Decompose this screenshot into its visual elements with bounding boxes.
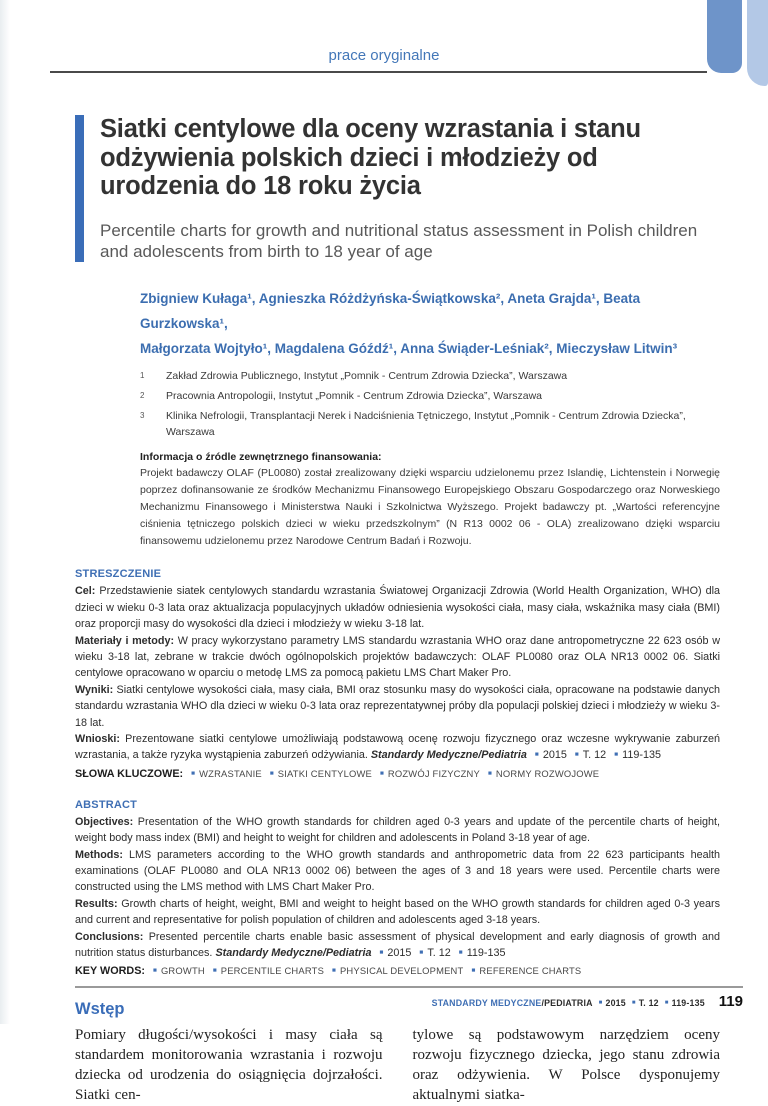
funding-heading: Informacja o źródle zewnętrznego finansowania: [140,451,382,464]
section-abstract [75,799,720,978]
bullet-square-icon: ■ [191,769,196,777]
citation-items [371,947,505,959]
bullet-square-icon: ■ [379,949,384,957]
title-text [100,115,720,262]
page-content [75,72,720,1106]
list-item: 2015 [387,947,412,960]
paragraph-label: Results: [75,897,118,910]
keywords-label: SŁOWA KLUCZOWE: [75,767,184,780]
authors-line-1: Zbigniew Kułaga¹, Agnieszka Różdżyńska-Świątkowska², Aneta Grajda¹, Beata Gurzkowska¹, [140,291,641,332]
paragraph-cel [75,583,720,632]
paragraph-text: W pracy wykorzystano parametry LMS standardu wzrastania WHO oraz dane antropometryczne 22 623 osób w wieku 3-18 lat, zebrane w trakcie dwóch ogólnopolskich projektów badawczych: OLAF PL0080 oraz OLA NR13 0002 06. Siatki centylowe opracowano w oparciu o metodę LMS za pomocą pakietu LMS Chart Maker Pro. [75,634,720,680]
funding-text: Projekt badawczy OLAF (PL0080) został zrealizowany dzięki wsparciu udzielonemu przez Islandię, Lichtenstein i Norwegię poprzez dofinansowanie ze środków Mechanizmu Finansowego Europejskiego Obszaru Gospodarczego oraz Norweskiego Mechanizmu Finansowego i Ministerstwa Nauki i Szkolnictwa Wyższego. Projekt badawczy pt. „Wartości referencyjne ciśnienia tętniczego polskich dzieci w wieku przedszkolnym” (N R13 0002 06 - OLA) zrealizowano dzięki wsparciu finansowemu udzielonemu przez Narodowe Centrum Badań i Rozwoju. [140,467,720,547]
affiliation-text: Pracownia Antropologii, Instytut „Pomnik - Centrum Zdrowia Dziecka”, Warszawa [166,390,542,403]
citation-journal: Standardy Medyczne/Pediatria [215,947,372,960]
keywords-label: KEY WORDS: [75,965,145,978]
list-item: SIATKI CENTYLOWE [277,767,372,779]
list-item: T. 12 [638,998,659,1008]
paragraph-methods [75,847,720,896]
citation-journal: Standardy Medyczne/Pediatria [370,749,527,762]
keywords-line-pl [75,768,720,780]
paragraph-text: Prezentowane siatki centylowe umożliwiają podstawową ocenę rozwoju fizycznego oraz wczesne wykrywanie zaburzeń wzrastania, a także ryzyka wystąpienia zaburzeń odżywiania. [75,733,720,762]
footer-journal-suffix: /PEDIATRIA [541,998,593,1008]
page-number: 119 [718,993,743,1010]
affiliation-number: 2 [140,391,145,401]
footer-row [75,993,743,1010]
page-footer [75,986,743,1010]
streszczenie-body [75,583,720,763]
list-item: NORMY ROZWOJOWE [495,767,600,779]
list-item: T. 12 [427,947,451,960]
bullet-square-icon: ■ [487,769,492,777]
abstract-heading: ABSTRACT [75,798,138,811]
list-item: PERCENTILE CHARTS [220,965,325,977]
bullet-square-icon: ■ [574,751,579,759]
affiliation-text: Zakład Zdrowia Publicznego, Instytut „Pomnik - Centrum Zdrowia Dziecka”, Warszawa [166,370,568,383]
paragraph-text: Growth charts of height, weight, BMI and weight to height based on the WHO growth standards for children aged 0-3 years and current and representative for polish population of children and adolescents aged 3-18 years. [75,897,720,927]
affiliation-number: 1 [140,371,145,381]
paragraph-text: LMS parameters according to the WHO growth standards and anthropometric data from 22 623 participants health examinations (OLAF PL0080 and OLA NR13 0002 06) between the ages of 3 and 18 years were used. Percentile charts were constructed using the LMS method with LMS Chart Maker Pro. [75,848,720,894]
authors-list [140,287,720,362]
keywords-items [145,965,581,977]
bullet-square-icon: ■ [419,949,424,957]
article-title-polish: Siatki centylowe dla oceny wzrastania i stanu odżywienia polskich dzieci i młodzieży od urodzenia do 18 roku życia [100,115,641,201]
corner-wave-light-shape [747,0,768,86]
funding-info [140,451,720,549]
section-wstep [75,1000,720,1106]
paragraph-label: Wnioski: [75,733,120,745]
paragraph-text: Siatki centylowe wysokości ciała, masy ciała, BMI oraz stosunku masy do wysokości ciała, opracowane na podstawie danych standardu wzrastania WHO dla dzieci w wieku 0-3 lata oraz reprezentatywnej próby dla populacji polskiej dzieci i młodzieży w wieku 3-18 lat. [75,683,720,729]
citation-items [527,749,661,761]
wstep-columns [75,1026,720,1106]
bullet-square-icon: ■ [269,769,274,777]
keywords-items [183,768,599,780]
paragraph-text: Presentation of the WHO growth standards for children aged 0-3 years and update of the percentile charts of height, weight body mass index (BMI) and height to weight for children and adolescents in Poland 3-18 year of age. [75,815,720,845]
bullet-square-icon: ■ [631,1000,636,1006]
footer-journal-name: STANDARDY MEDYCZNE [431,998,542,1008]
list-item: REFERENCE CHARTS [479,965,582,977]
paragraph-text: Presented percentile charts enable basic assessment of physical development and early diagnosis of growth and nutrition status disturbances. [75,930,720,960]
bullet-square-icon: ■ [534,751,539,759]
list-item: PHYSICAL DEVELOPMENT [339,965,464,977]
list-item: ROZWÓJ FIZYCZNY [387,767,480,779]
title-block [75,115,720,262]
bullet-square-icon: ■ [598,1000,603,1006]
paragraph-materialy [75,633,720,682]
abstract-body [75,814,720,962]
paragraph-label: Wyniki: [75,683,114,696]
paragraph-wnioski [75,731,720,764]
paragraph-label: Conclusions: [75,930,144,943]
list-item: 2015 [542,749,567,762]
section-streszczenie [75,568,720,779]
affiliations [140,369,720,440]
bullet-square-icon: ■ [458,949,463,957]
paragraph-label: Materiały i metody: [75,634,175,647]
streszczenie-heading: STRESZCZENIE [75,568,162,581]
wstep-column-right: tylowe są podstawowym narzędziem oceny rozwoju fizycznego dziecka, jego stanu zdrowia oraz odżywienia. W Polsce dysponujemy aktualnymi siatka- [412,1027,720,1104]
bullet-square-icon: ■ [153,967,157,975]
paragraph-objectives [75,814,720,847]
list-item: 119-135 [671,998,705,1008]
paragraph-text: Przedstawienie siatek centylowych standardu wzrastania Światowej Organizacji Zdrowia (World Health Organization, WHO) dla dzieci w wieku 0-3 lata oraz aktualizacja populacyjnych układów odniesienia wysokości ciała, masy ciała, wskaźnika masy ciała (BMI) oraz proporcji masy do wysokości dla dzieci i młodzieży w wieku 3-18 lat. [75,585,720,631]
bullet-square-icon: ■ [332,967,336,975]
list-item: 119-135 [466,947,506,960]
affiliation-row [140,409,720,441]
paragraph-label: Methods: [75,848,123,861]
list-item: 119-135 [622,749,661,762]
footer-citation-items [593,998,705,1008]
bullet-square-icon: ■ [471,967,476,975]
footer-citation [432,998,705,1008]
wstep-heading: Wstęp [75,1000,125,1019]
paragraph-label: Cel: [75,585,96,598]
paragraph-conclusions [75,929,720,962]
list-item: GROWTH [160,965,205,977]
bullet-square-icon: ■ [379,769,384,777]
affiliation-number: 3 [140,410,145,420]
running-head: prace oryginalne [328,47,440,64]
affiliation-row [140,369,720,385]
bullet-square-icon: ■ [614,751,619,759]
article-title-english: Percentile charts for growth and nutritional status assessment in Polish children and adolescents from birth to 18 year of age [100,220,698,262]
list-item: T. 12 [582,749,607,762]
paragraph-results [75,896,720,929]
title-accent-bar [75,115,84,262]
affiliation-text: Klinika Nefrologii, Transplantacji Nerek i Nadciśnienia Tętniczego, Instytut „Pomnik - Centrum Zdrowia Dziecka”, Warszawa [166,409,686,438]
list-item: 2015 [605,998,626,1008]
keywords-line-en [75,965,720,977]
authors-line-2: Małgorzata Wojtyło¹, Magdalena Góźdź¹, Anna Świąder-Leśniak², Mieczysław Litwin³ [140,341,678,357]
corner-wave-dark-shape [707,0,742,73]
footer-rule [75,986,743,988]
bullet-square-icon: ■ [212,967,217,975]
page-edge-shadow [0,0,10,1024]
bullet-square-icon: ■ [664,1000,669,1006]
list-item: WZRASTANIE [199,767,262,779]
affiliation-row [140,389,720,405]
wstep-column-left: Pomiary długości/wysokości i masy ciała są standardem monitorowania wzrastania i rozwoju dziecka od urodzenia do osiągnięcia dojrzałości. Siatki cen- [75,1027,383,1104]
paragraph-label: Objectives: [75,815,134,828]
paragraph-wyniki [75,682,720,731]
